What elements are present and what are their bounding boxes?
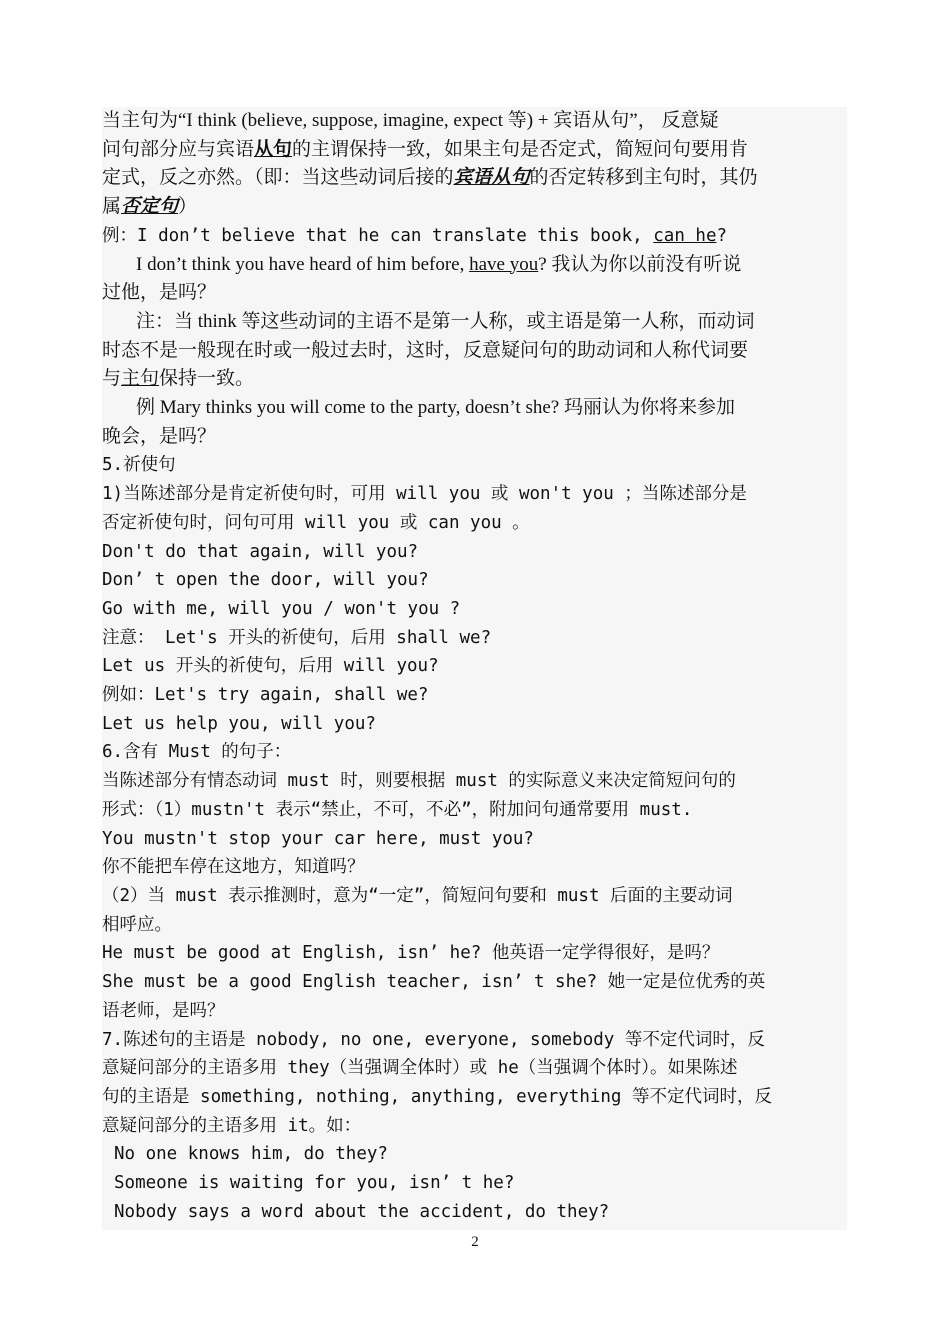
hyperlink-text[interactable]: 宾语从句 (453, 167, 530, 189)
page-number: 2 (471, 1234, 479, 1250)
example-line: Go with me, will you / won't you ? (102, 598, 461, 619)
example-line: Don’ t open the door, will you? (102, 570, 429, 591)
paragraph-line: 相呼应。 (102, 914, 172, 935)
paragraph-line (102, 107, 847, 136)
text: 当主句为“I think (believe, suppose, imagine, expect 等) + 宾语从句”， 反意疑 (102, 110, 719, 131)
hyperlink-text[interactable]: 主句 (121, 368, 160, 390)
paragraph-line: 否定祈使句时，问句可用 will you 或 can you 。 (102, 512, 530, 533)
example-line (102, 394, 847, 423)
underlined-tag: can he (653, 225, 717, 246)
example-line (102, 251, 847, 280)
example-line: 例如：Let's try again, shall we? (102, 685, 429, 706)
text: I don’t think you have heard of him before, (136, 253, 470, 275)
paragraph-line (102, 164, 847, 193)
text: 问句部分应与宾语 (102, 138, 255, 160)
paragraph-line: 1)当陈述部分是肯定祈使句时，可用 will you 或 won't you ；当陈述部分是 (102, 484, 747, 505)
example-line: 语老师，是吗？ (102, 1000, 225, 1021)
example-line (102, 279, 847, 308)
text: 晚会，是吗？ (102, 425, 217, 447)
text: ） (178, 196, 198, 218)
example-line (102, 222, 847, 251)
paragraph-line (102, 136, 847, 165)
example-line: 你不能把车停在这地方，知道吗？ (102, 857, 365, 878)
paragraph-line: 意疑问部分的主语多用 they（当强调全体时）或 he（当强调个体时）。如果陈述 (102, 1058, 738, 1079)
text: 的主谓保持一致，如果主句是否定式，简短问句要用肯 (292, 138, 749, 160)
text: 定式，反之亦然。（即：当这些动词后接的 (102, 167, 454, 189)
example-line: He must be good at English, isn’ he? 他英语一定学得很好，是吗？ (102, 943, 720, 964)
paragraph-line: 7.陈述句的主语是 nobody, no one, everyone, somebody 等不定代词时，反 (102, 1029, 765, 1050)
paragraph-line: 当陈述部分有情态动词 must 时，则要根据 must 的实际意义来决定简短问句的 (102, 771, 736, 792)
hyperlink-text[interactable]: 否定句 (121, 196, 179, 218)
example-line: Don't do that again, will you? (102, 541, 419, 562)
example-line: Someone is waiting for you, isn’ t he? (114, 1173, 515, 1194)
note-line: 注意： Let's 开头的祈使句，后用 shall we? (102, 627, 492, 648)
example-line: You mustn't stop your car here, must you? (102, 828, 534, 849)
paragraph-line: （2）当 must 表示推测时，意为“一定”，简短问句要和 must 后面的主要动词 (102, 885, 733, 906)
text: 与 (102, 368, 122, 390)
text: ? 我认为你以前没有听说 (538, 253, 742, 275)
text: 注：当 think 等这些动词的主语不是第一人称，或主语是第一人称，而动词 (136, 310, 755, 332)
section-heading: 6.含有 Must 的句子： (102, 742, 292, 763)
note-line: Let us 开头的祈使句，后用 will you? (102, 656, 439, 677)
text: 例：I don’t believe that he can translate this book, (102, 225, 654, 246)
text: 属 (102, 196, 122, 218)
underlined-tag: have you (469, 253, 539, 275)
text: 保持一致。 (159, 368, 255, 390)
text: ? (716, 225, 728, 246)
example-line: Nobody says a word about the accident, do they? (114, 1201, 610, 1222)
note-line (102, 337, 847, 366)
example-line: No one knows him, do they? (114, 1144, 388, 1165)
text: 的否定转移到主句时，其仍 (529, 167, 758, 189)
section-heading: 5.祈使句 (102, 455, 176, 476)
text: 时态不是一般现在时或一般过去时，这时，反意疑问句的助动词和人称代词要 (102, 339, 749, 361)
paragraph-line (102, 193, 847, 222)
note-line (102, 365, 847, 394)
example-line (102, 423, 847, 452)
document-body (102, 107, 847, 1230)
text: 过他，是吗？ (102, 282, 217, 304)
example-line: She must be a good English teacher, isn’ t she? 她一定是位优秀的英 (102, 972, 766, 993)
paragraph-line: 句的主语是 something, nothing, anything, everything 等不定代词时，反 (102, 1086, 773, 1107)
paragraph-line: 意疑问部分的主语多用 it。如： (102, 1115, 362, 1136)
note-line (102, 308, 847, 337)
hyperlink-text[interactable]: 从句 (254, 138, 293, 160)
example-line: Let us help you, will you? (102, 713, 376, 734)
paragraph-line: 形式：（1）mustn't 表示“禁止，不可，不必”，附加问句通常要用 must. (102, 799, 693, 820)
text: 例 Mary thinks you will come to the party, doesn’t she? 玛丽认为你将来参加 (136, 397, 735, 419)
